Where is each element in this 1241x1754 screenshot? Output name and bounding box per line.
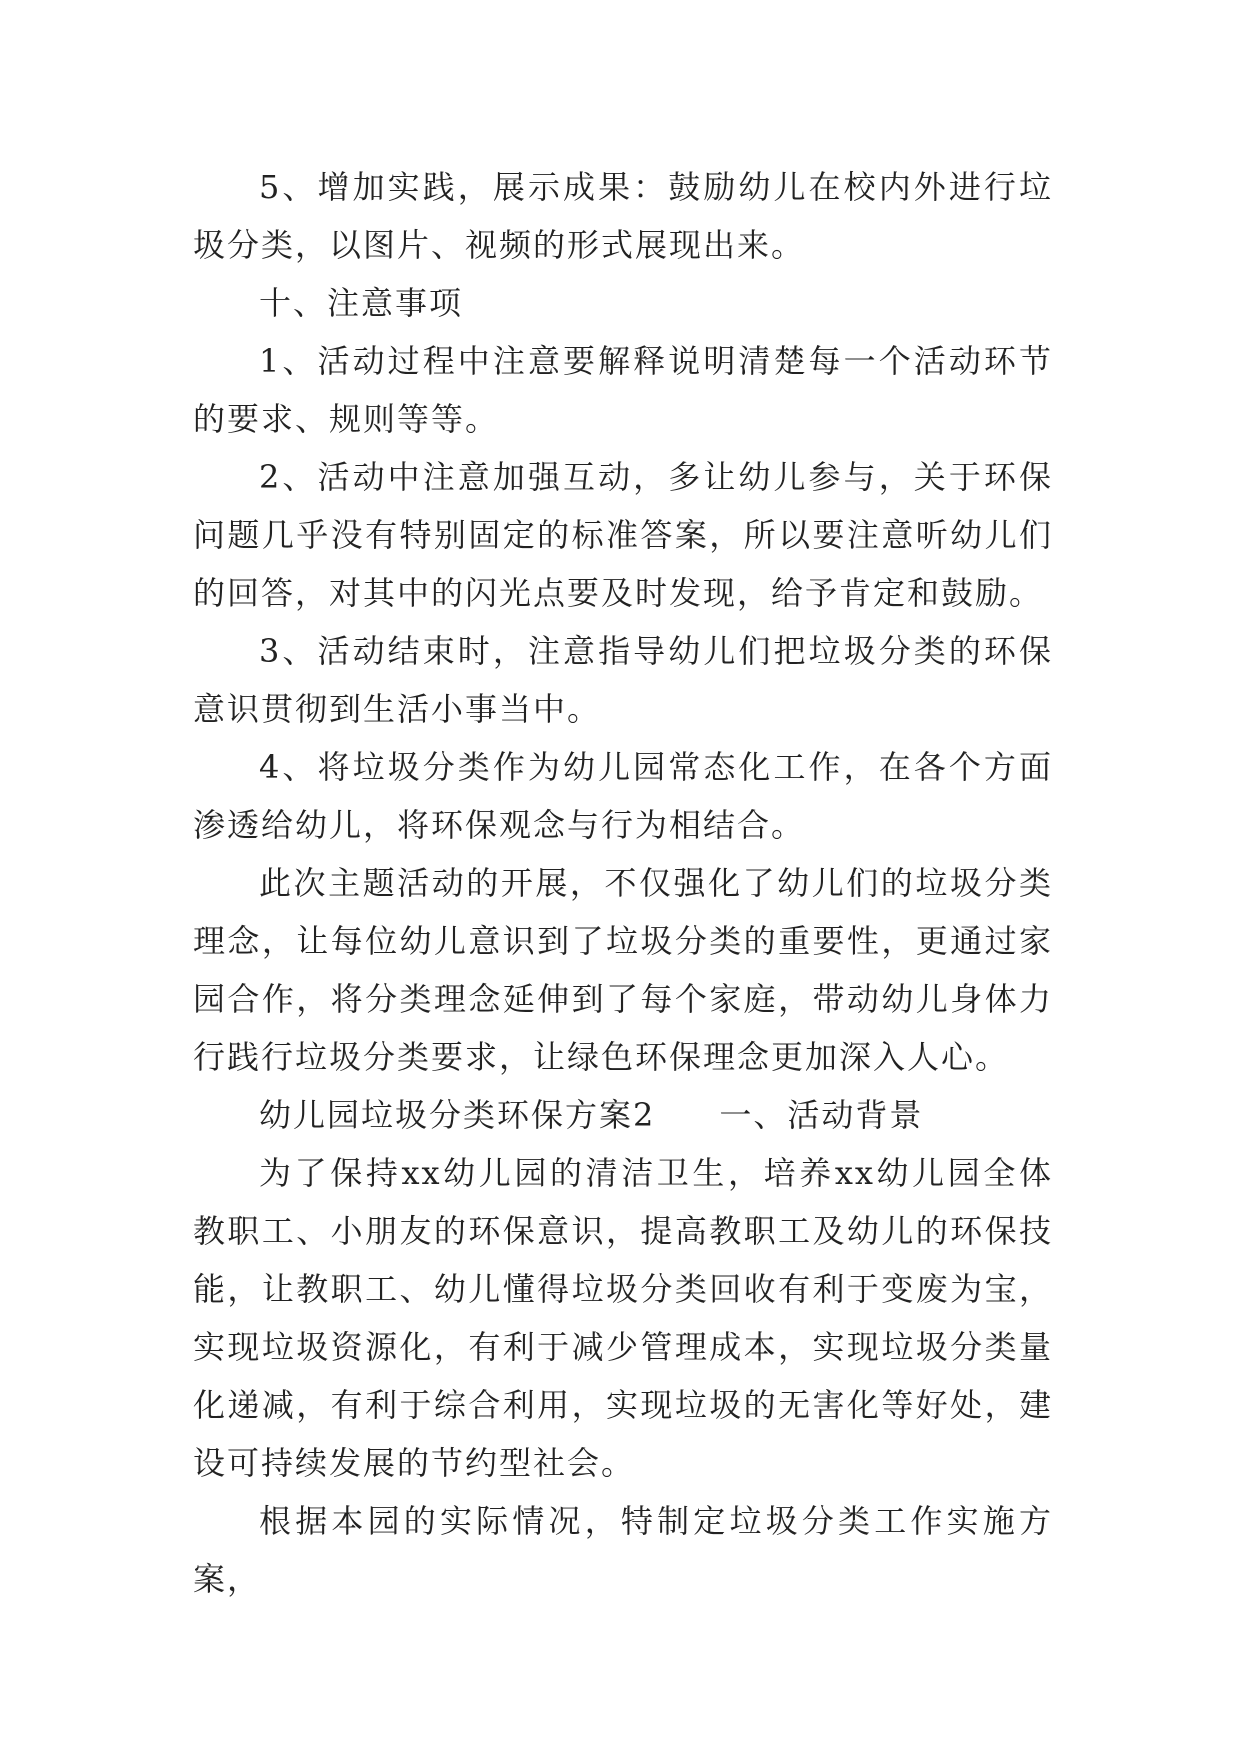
paragraph-note-1: 1、活动过程中注意要解释说明清楚每一个活动环节的要求、规则等等。: [193, 342, 1053, 438]
paragraph-last-line: 根据本园的实际情况，特制定垃圾分类工作实施方案，: [193, 1502, 1053, 1598]
paragraph-background: 为了保持xx幼儿园的清洁卫生，培养xx幼儿园全体教职工、小朋友的环保意识，提高教职工及幼儿的环保技能，让教职工、幼儿懂得垃圾分类回收有利于变废为宝，实现垃圾资源化，有利于减少管理成本，实现垃圾分类量化递减，有利于综合利用，实现垃圾的无害化等好处，建设可持续发展的节约型社会。: [193, 1154, 1053, 1482]
plan-2-heading-line: [193, 1086, 1053, 1144]
paragraph-note-3: 3、活动结束时，注意指导幼儿们把垃圾分类的环保意识贯彻到生活小事当中。: [193, 632, 1053, 728]
document-body: [193, 158, 1053, 1608]
section-heading-background: 一、活动背景: [719, 1096, 924, 1134]
paragraph-note-4: 4、将垃圾分类作为幼儿园常态化工作，在各个方面渗透给幼儿，将环保观念与行为相结合。: [193, 748, 1053, 844]
paragraph-item-5: 5、增加实践，展示成果：鼓励幼儿在校内外进行垃圾分类，以图片、视频的形式展现出来。: [193, 168, 1053, 264]
plan-2-title: 幼儿园垃圾分类环保方案2: [259, 1096, 656, 1134]
paragraph-summary: 此次主题活动的开展，不仅强化了幼儿们的垃圾分类理念，让每位幼儿意识到了垃圾分类的重要性，更通过家园合作，将分类理念延伸到了每个家庭，带动幼儿身体力行践行垃圾分类要求，让绿色环保理念更加深入人心。: [193, 864, 1053, 1076]
section-heading-notes: 十、注意事项: [259, 284, 464, 322]
paragraph-note-2: 2、活动中注意加强互动，多让幼儿参与，关于环保问题几乎没有特别固定的标准答案，所以要注意听幼儿们的回答，对其中的闪光点要及时发现，给予肯定和鼓励。: [193, 458, 1053, 612]
